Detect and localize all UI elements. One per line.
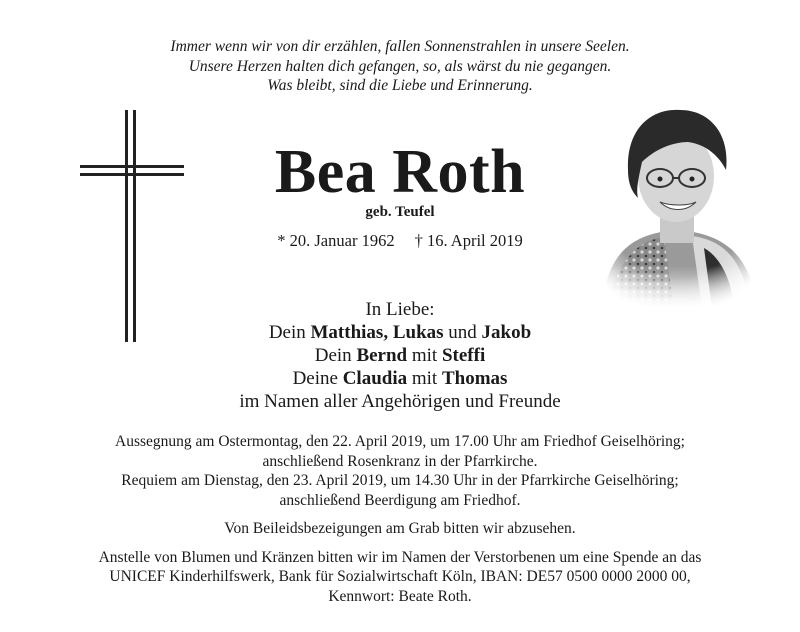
ceremony-line: anschließend Beerdigung am Friedhof. — [279, 491, 521, 509]
portrait-photo — [592, 98, 762, 308]
birth-date: * 20. Januar 1962 — [277, 231, 395, 250]
birth-name: geb. Teufel — [365, 204, 435, 220]
family-line: Deine Claudia mit Thomas — [292, 368, 508, 389]
life-dates — [240, 231, 560, 251]
death-date: † 16. April 2019 — [414, 231, 523, 250]
ceremony-line: Aussegnung am Ostermontag, den 22. April 2019, um 17.00 Uhr am Friedhof Geiselhöring; — [115, 433, 685, 450]
donation-line: Anstelle von Blumen und Kränzen bitten wir im Namen der Verstorbenen um eine Spende an das — [98, 548, 702, 566]
poem-line: Immer wenn wir von dir erzählen, fallen Sonnenstrahlen in unsere Seelen. — [170, 38, 630, 55]
service-info — [0, 432, 800, 606]
ceremony-line: anschließend Rosenkranz in der Pfarrkirche. — [262, 452, 538, 470]
family-line: Dein Bernd mit Steffi — [314, 345, 486, 366]
opening-poem — [0, 37, 800, 96]
deceased-name: Bea Roth — [274, 138, 526, 206]
ceremony-line: Requiem am Dienstag, den 23. April 2019, um 14.30 Uhr in der Pfarrkirche Geiselhöring; — [121, 472, 679, 489]
poem-line: Was bleibt, sind die Liebe und Erinnerung. — [267, 77, 533, 94]
family-line: Dein Matthias, Lukas und Jakob — [268, 322, 532, 343]
mourners-list — [0, 298, 800, 413]
family-closing: im Namen aller Angehörigen und Freunde — [239, 391, 561, 412]
family-intro: In Liebe: — [365, 299, 435, 320]
poem-line: Unsere Herzen halten dich gefangen, so, als wärst du nie gegangen. — [188, 57, 612, 75]
condolence-note: Von Beileidsbezeigungen am Grab bitten wir abzusehen. — [224, 520, 576, 537]
donation-line: Kennwort: Beate Roth. — [328, 587, 472, 605]
donation-line: UNICEF Kinderhilfswerk, Bank für Sozialwirtschaft Köln, IBAN: DE57 0500 0000 2000 00, — [109, 568, 691, 585]
